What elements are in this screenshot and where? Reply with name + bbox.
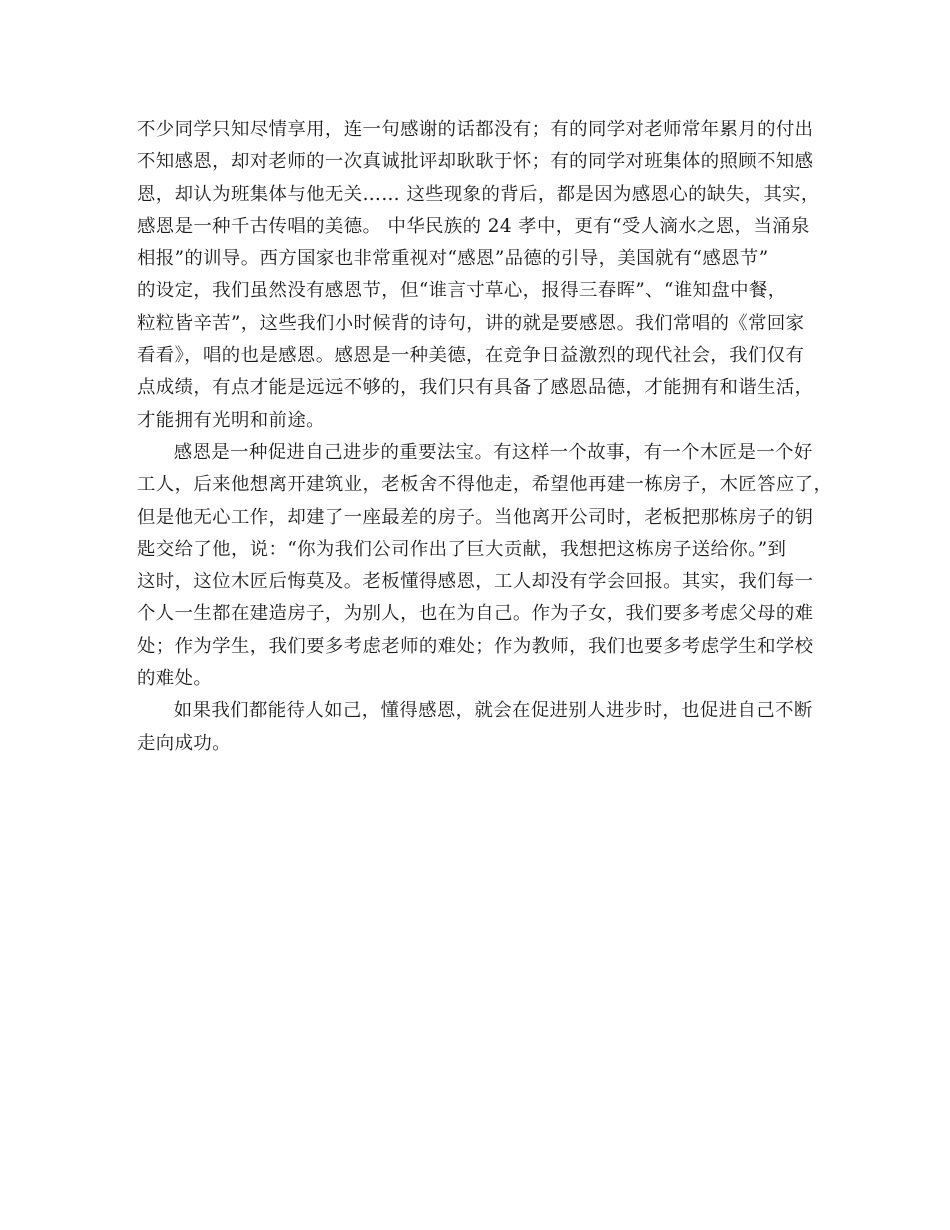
text-line: 看看》，唱的也是感恩。感恩是一种美德，在竞争日益激烈的现代社会，我们仅有 — [137, 345, 805, 367]
text-line: 工人，后来他想离开建筑业，老板舍不得他走，希望他再建一栋房子，木匠答应了， — [137, 474, 833, 496]
text-line: 匙交给了他，说：“你为我们公司作出了巨大贡献，我想把这栋房子送给你。”到 — [137, 538, 787, 560]
text-line: 相报”的训导。西方国家也非常重视对“感恩”品德的引导，美国就有“感恩节” — [137, 248, 769, 270]
paragraph-3 — [137, 695, 827, 760]
document-body — [137, 114, 833, 760]
text-line: 如果我们都能待人如己，懂得感恩，就会在促进别人进步时，也促进自己不断 — [173, 700, 813, 722]
text-line: 的难处。 — [137, 668, 213, 690]
paragraph-1 — [137, 114, 827, 437]
text-line: 恩，却认为班集体与他无关…… 这些现象的背后，都是因为感恩心的缺失，其实， — [137, 183, 820, 205]
text-line: 个人一生都在建造房子，为别人，也在为自己。作为子女，我们要多考虑父母的难 — [137, 603, 814, 625]
text-line: 不知感恩，却对老师的一次真诚批评却耿耿于怀；有的同学对班集体的照顾不知感 — [137, 151, 814, 173]
text-line: 感恩是一种千古传唱的美德。 中华民族的 24 孝中，更有“受人滴水之恩，当涌泉 — [137, 215, 810, 237]
text-line: 但是他无心工作，却建了一座最差的房子。当他离开公司时，老板把那栋房子的钥 — [137, 506, 814, 528]
text-line: 这时，这位木匠后悔莫及。老板懂得感恩，工人却没有学会回报。其实，我们每一 — [137, 571, 814, 593]
text-line: 处；作为学生，我们要多考虑老师的难处；作为教师，我们也要多考虑学生和学校 — [137, 635, 814, 657]
text-line: 粒粒皆辛苦”，这些我们小时候背的诗句，讲的就是要感恩。我们常唱的《常回家 — [137, 312, 805, 334]
text-line: 感恩是一种促进自己进步的重要法宝。有这样一个故事，有一个木匠是一个好 — [173, 441, 813, 463]
text-line: 的设定，我们虽然没有感恩节，但“谁言寸草心，报得三春晖”、“谁知盘中餐， — [137, 280, 787, 302]
paragraph-2 — [137, 437, 833, 695]
text-line: 点成绩，有点才能是远远不够的，我们只有具备了感恩品德，才能拥有和谐生活， — [137, 377, 814, 399]
text-line: 走向成功。 — [137, 732, 231, 754]
text-line: 才能拥有光明和前途。 — [137, 409, 325, 431]
text-line: 不少同学只知尽情享用，连一句感谢的话都没有；有的同学对老师常年累月的付出 — [137, 119, 814, 140]
